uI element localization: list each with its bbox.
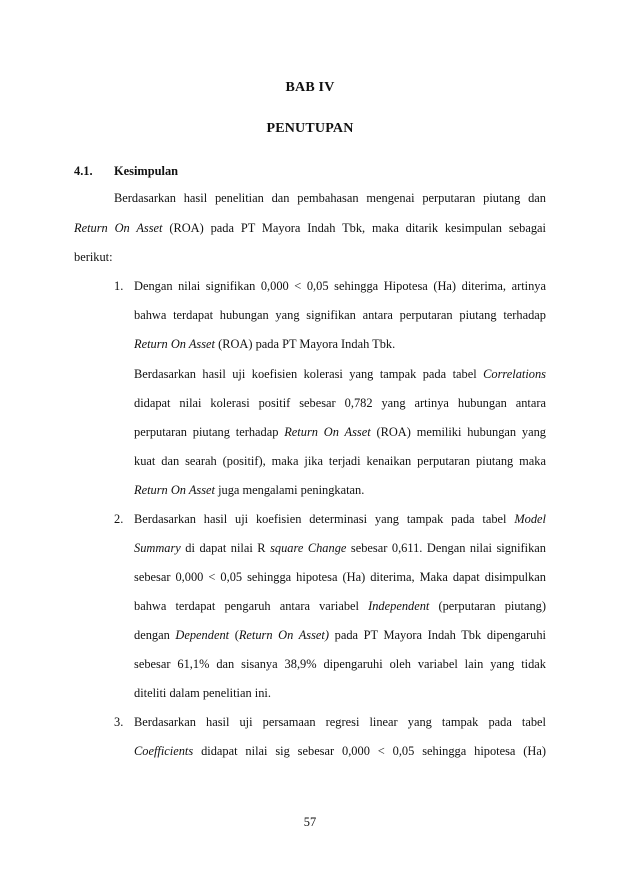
item-2-line-2 [134, 541, 546, 556]
list-number-3: 3. [114, 715, 124, 729]
text: didapat nilai sig sebesar 0,000 < 0,05 sehingga hipotesa (Ha) [193, 744, 546, 758]
item-1-line-7: kuat dan searah (positif), maka jika terjadi kenaikan perputaran piutang maka [134, 454, 546, 468]
term: square Change [270, 541, 347, 555]
list-number-1: 1. [114, 279, 124, 293]
intro-line-1: Berdasarkan hasil penelitian dan pembahasan mengenai perputaran piutang dan [114, 191, 546, 205]
item-1-line-3 [134, 337, 395, 352]
item-1-line-4 [134, 367, 546, 382]
intro-text: (ROA) pada PT Mayora Indah Tbk, maka ditarik kesimpulan sebagai [162, 221, 546, 235]
term: Coefficients [134, 744, 194, 758]
term: Independent [368, 599, 430, 613]
item-1-line-6 [134, 425, 546, 440]
intro-line-3: berikut: [74, 250, 113, 264]
text: (perputaran piutang) [429, 599, 546, 613]
item-3-line-1: Berdasarkan hasil uji persamaan regresi linear yang tampak pada tabel [134, 715, 546, 729]
list-number-2: 2. [114, 512, 124, 526]
item-2-line-4 [134, 599, 546, 614]
text: perputaran piutang terhadap [134, 425, 285, 439]
term: Summary [134, 541, 181, 555]
intro-line-2 [74, 221, 546, 236]
item-1-line-8 [134, 483, 364, 498]
item-2-line-1 [134, 512, 546, 527]
term: Return On Asset [284, 425, 371, 439]
item-1-line-1: Dengan nilai signifikan 0,000 < 0,05 sehingga Hipotesa (Ha) diterima, artinya [134, 279, 546, 293]
page-number: 57 [303, 815, 317, 829]
text: sebesar 0,611. Dengan nilai signifikan [346, 541, 546, 555]
term: Model [514, 512, 546, 526]
item-1-line-2: bahwa terdapat hubungan yang signifikan antara perputaran piutang terhadap [134, 308, 546, 322]
text: (ROA) memiliki hubungan yang [370, 425, 547, 439]
term: Return On Asset) [238, 628, 329, 642]
intro-term: Return On Asset [74, 221, 163, 235]
item-2-line-5 [134, 628, 546, 643]
section-title: Kesimpulan [114, 164, 179, 178]
item-2-line-3: sebesar 0,000 < 0,05 sehingga hipotesa (Ha) diterima, Maka dapat disimpulkan [134, 570, 546, 584]
term: Return On Asset [134, 483, 215, 497]
term: Return On Asset [134, 337, 215, 351]
text: (ROA) pada PT Mayora Indah Tbk. [215, 337, 396, 351]
chapter-title: PENUTUPAN [266, 121, 354, 136]
text: di dapat nilai R [180, 541, 271, 555]
text: juga mengalami peningkatan. [215, 483, 365, 497]
text: ( [229, 628, 239, 642]
text: bahwa terdapat pengaruh antara variabel [134, 599, 369, 613]
item-2-line-6: sebesar 61,1% dan sisanya 38,9% dipengaruhi oleh variabel lain yang tidak [134, 657, 546, 671]
text: Berdasarkan hasil uji koefisien kolerasi yang tampak pada tabel [134, 367, 484, 381]
item-3-line-2 [134, 744, 546, 759]
term: Dependent [175, 628, 230, 642]
item-2-line-7: diteliti dalam penelitian ini. [134, 686, 271, 700]
term: Correlations [483, 367, 546, 381]
text: Berdasarkan hasil uji koefisien determinasi yang tampak pada tabel [134, 512, 515, 526]
text: dengan [134, 628, 176, 642]
section-number: 4.1. [74, 164, 93, 178]
item-1-line-5: didapat nilai kolerasi positif sebesar 0,782 yang artinya hubungan antara [134, 396, 546, 410]
text: pada PT Mayora Indah Tbk dipengaruhi [329, 628, 546, 642]
chapter-heading: BAB IV [285, 80, 335, 95]
